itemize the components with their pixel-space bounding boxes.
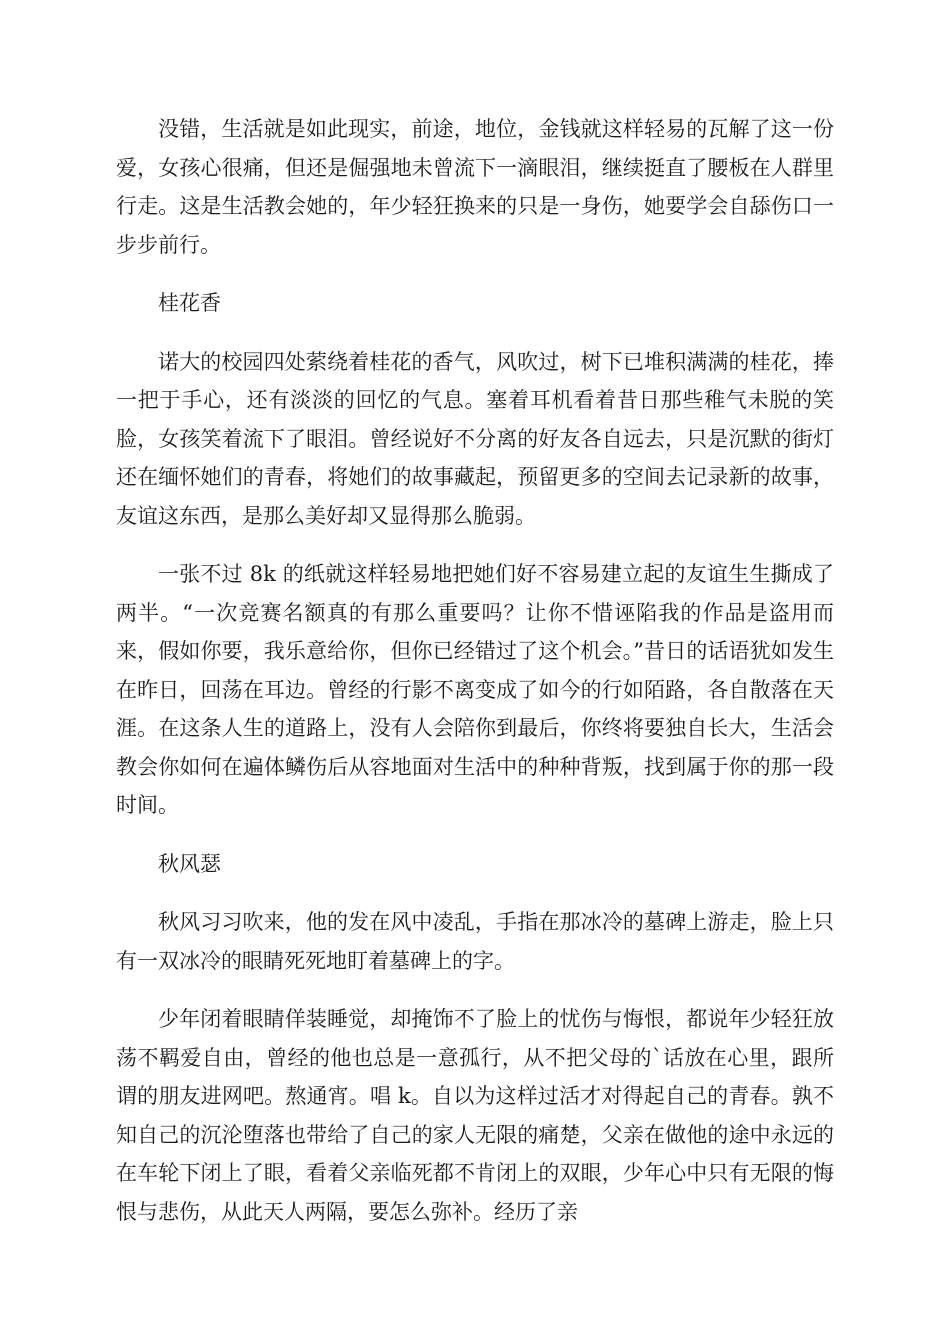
section-heading-autumn-wind: 秋风瑟 (158, 851, 221, 876)
section-heading-osmanthus: 桂花香 (158, 291, 221, 315)
paragraph-5: 少年闭着眼睛佯装睡觉，却掩饰不了脸上的忧伤与悔恨，都说年少轻狂放荡不羁爱自由，曾经的他也总是一意孤行，从不把父母的`话放在心里，跟所谓的朋友进网吧。熬通宵。唱 k。自以为这样过活才对得起自己的青春。孰不知自己的沉沦堕落也带给了自己的家人无限的痛楚，父亲在做他的途中永远的在车轮下闭上了眼，看着父亲临死都不肯闭上的双眼，少年心中只有无限的悔恨与悲伤，从此天人两隔，要怎么弥补。经历了亲 (116, 1007, 834, 1224)
paragraph-3: 一张不过 8k 的纸就这样轻易地把她们好不容易建立起的友谊生生撕成了两半。“一次竞赛名额真的有那么重要吗？让你不惜诬陷我的作品是盗用而来，假如你要，我乐意给你，但你已经错过了这个机会。”昔日的话语犹如发生在昨日，回荡在耳边。曾经的行影不离变成了如今的行如陌路，各自散落在天涯。在这条人生的道路上，没有人会陪你到最后，你终将要独自长大，生活会教会你如何在遍体鳞伤后从容地面对生活中的种种背叛，找到属于你的那一段时间。 (116, 562, 834, 817)
paragraph-2: 诺大的校园四处萦绕着桂花的香气，风吹过，树下已堆积满满的桂花，捧一把于手心，还有淡淡的回忆的气息。塞着耳机看着昔日那些稚气未脱的笑脸，女孩笑着流下了眼泪。曾经说好不分离的好友各自远去，只是沉默的街灯还在缅怀她们的青春，将她们的故事藏起，预留更多的空间去记录新的故事，友谊这东西，是那么美好却又显得那么脆弱。 (116, 349, 834, 528)
paragraph-1: 没错，生活就是如此现实，前途，地位，金钱就这样轻易的瓦解了这一份爱，女孩心很痛，但还是倔强地未曾流下一滴眼泪，继续挺直了腰板在人群里行走。这是生活教会她的，年少轻狂换来的只是一身伤，她要学会自舔伤口一步步前行。 (116, 117, 834, 257)
paragraph-4: 秋风习习吹来，他的发在风中凌乱，手指在那冰冷的墓碑上游走，脸上只有一双冰冷的眼睛死死地盯着墓碑上的字。 (116, 910, 834, 973)
document-body (116, 110, 834, 1251)
